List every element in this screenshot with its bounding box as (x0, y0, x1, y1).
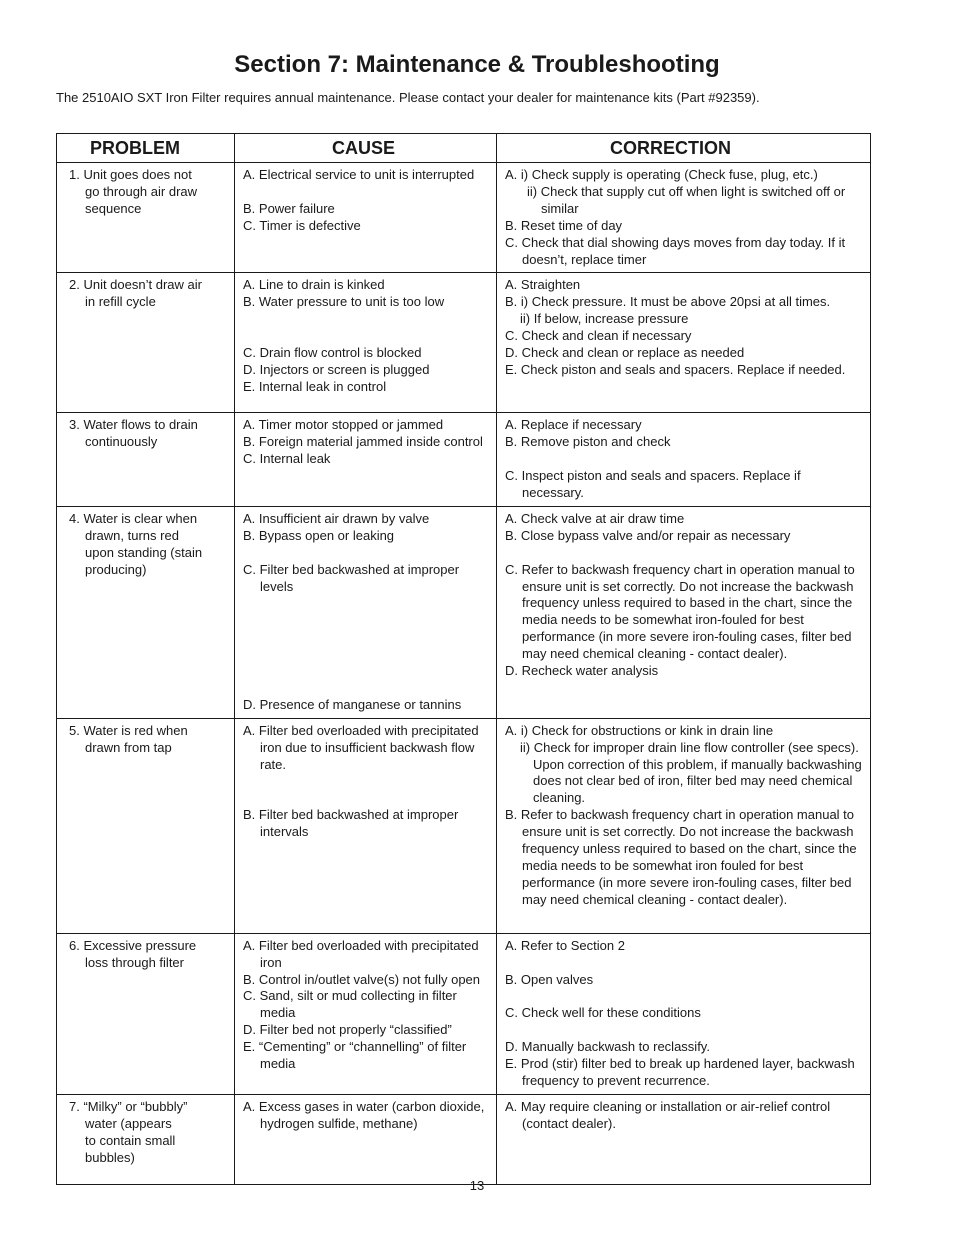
correction-line: A. Check valve at air draw time (505, 510, 685, 526)
cause-line: A. Filter bed overloaded with precipitated iron due to insufficient backwash flow rate. (243, 722, 479, 772)
correction-line: A. Replace if necessary (505, 417, 642, 433)
problem-line: 7. “Milky” or “bubbly” (69, 1098, 188, 1114)
problem-line: 1. Unit goes does not (69, 167, 192, 182)
table-row (57, 718, 871, 933)
cause-line: D. Presence of manganese or tannins (243, 696, 462, 712)
correction-line: B. Open valves (505, 971, 594, 987)
problem-line: loss through filter (85, 954, 184, 970)
correction-cell (497, 718, 871, 933)
problem-line: 2. Unit doesn’t draw air (69, 277, 202, 293)
problem-line: 4. Water is clear when (69, 510, 198, 526)
correction-line: A. Straighten (505, 277, 581, 293)
spacer (243, 311, 490, 328)
spacer (505, 988, 864, 1005)
correction-line: C. Check well for these conditions (505, 1005, 701, 1021)
problem-line: drawn, turns red (85, 527, 179, 543)
correction-line: A. Refer to Section 2 (505, 937, 625, 953)
spacer (243, 680, 490, 697)
correction-line: C. Check that dial showing days moves from day today. If it doesn’t, replace timer (505, 234, 846, 267)
table-body (57, 163, 871, 1185)
correction-line: B. Remove piston and check (505, 434, 671, 450)
correction-cell (497, 413, 871, 507)
spacer (243, 184, 490, 201)
problem-line: in refill cycle (85, 294, 156, 310)
spacer (505, 955, 864, 972)
spacer (243, 612, 490, 629)
cause-line: B. Power failure (243, 200, 335, 216)
spacer (243, 629, 490, 646)
cause-line: C. Drain flow control is blocked (243, 345, 422, 361)
problem-line: 6. Excessive pressure (69, 937, 197, 953)
problem-line: sequence (85, 200, 142, 216)
correction-line: B. Reset time of day (505, 217, 623, 233)
problem-cell (57, 506, 235, 718)
header-row (57, 134, 871, 163)
correction-line: ii) Check for improper drain line flow controller (see specs). Upon correction of this problem, if manually backwashing does not clear bed of iron, filter bed may need chemical cleaning. (520, 739, 862, 806)
correction-line: B. Close bypass valve and/or repair as necessary (505, 527, 791, 543)
cause-line: B. Water pressure to unit is too low (243, 294, 445, 310)
cause-line: C. Internal leak (243, 451, 331, 467)
header-cause: CAUSE (235, 134, 497, 163)
table-row (57, 163, 871, 273)
correction-line: C. Check and clean if necessary (505, 328, 692, 344)
cause-line: B. Foreign material jammed inside control (243, 434, 483, 450)
problem-cell (57, 933, 235, 1094)
correction-line: C. Refer to backwash frequency chart in operation manual to ensure unit is set correctly. Do not increase the backwash frequency unless required to based in the chart, since the media needs to be somewhat iron-fouled for best performance (in more severe iron-fouling cases, filter bed may need chemical cleaning - contact dealer). (505, 561, 855, 662)
table-row (57, 413, 871, 507)
problem-line: bubbles) (85, 1149, 135, 1165)
correction-line: A. May require cleaning or installation or air-relief control (contact dealer). (505, 1098, 831, 1131)
correction-line: E. Check piston and seals and spacers. Replace if needed. (505, 361, 846, 377)
cause-cell (235, 718, 497, 933)
cause-line: A. Line to drain is kinked (243, 277, 385, 293)
problem-line: producing) (85, 561, 147, 577)
problem-line: 3. Water flows to drain (69, 417, 198, 433)
problem-cell (57, 273, 235, 413)
problem-cell (57, 413, 235, 507)
problem-line: go through air draw (85, 183, 198, 199)
correction-line: B. i) Check pressure. It must be above 20psi at all times. (505, 294, 831, 310)
cause-line: C. Sand, silt or mud collecting in filter media (243, 988, 457, 1021)
cause-line: C. Timer is defective (243, 217, 361, 233)
spacer (243, 328, 490, 345)
header-problem: PROBLEM (57, 134, 235, 163)
problem-line: continuously (85, 434, 158, 450)
correction-cell (497, 163, 871, 273)
cause-line: D. Filter bed not properly “classified” (243, 1022, 452, 1038)
correction-cell (497, 1094, 871, 1184)
correction-line: ii) Check that supply cut off when light is switched off or similar (527, 183, 846, 216)
correction-line: D. Manually backwash to reclassify. (505, 1039, 710, 1055)
spacer (243, 595, 490, 612)
troubleshooting-table (56, 133, 871, 1185)
cause-line: E. Internal leak in control (243, 378, 387, 394)
cause-line: C. Filter bed backwashed at improper levels (243, 561, 460, 594)
table-row (57, 273, 871, 413)
cause-line: A. Excess gases in water (carbon dioxide, hydrogen sulfide, methane) (243, 1098, 485, 1131)
cause-cell (235, 1094, 497, 1184)
cause-cell (235, 273, 497, 413)
cause-line: A. Insufficient air drawn by valve (243, 510, 430, 526)
spacer (243, 646, 490, 663)
problem-cell (57, 718, 235, 933)
correction-cell (497, 273, 871, 413)
table-row (57, 1094, 871, 1184)
cause-cell (235, 933, 497, 1094)
spacer (243, 663, 490, 680)
cause-line: A. Timer motor stopped or jammed (243, 417, 444, 433)
spacer (505, 545, 864, 562)
correction-line: D. Check and clean or replace as needed (505, 345, 745, 361)
cause-cell (235, 163, 497, 273)
problem-line: to contain small (85, 1132, 176, 1148)
problem-cell (57, 163, 235, 273)
correction-line: A. i) Check for obstructions or kink in drain line (505, 722, 774, 738)
correction-line: ii) If below, increase pressure (520, 311, 689, 327)
cause-cell (235, 506, 497, 718)
correction-line: C. Inspect piston and seals and spacers. Replace if necessary. (505, 468, 801, 501)
cause-line: E. “Cementing” or “channelling” of filter media (243, 1039, 467, 1072)
header-correction: CORRECTION (497, 134, 871, 163)
cause-line: D. Injectors or screen is plugged (243, 361, 430, 377)
problem-line: water (appears (85, 1115, 172, 1131)
correction-cell (497, 506, 871, 718)
cause-line: B. Filter bed backwashed at improper intervals (243, 807, 459, 840)
table-row (57, 933, 871, 1094)
spacer (505, 1022, 864, 1039)
problem-line: upon standing (stain (85, 544, 203, 560)
page-title: Section 7: Maintenance & Troubleshooting (234, 51, 720, 78)
cause-line: A. Filter bed overloaded with precipitated iron (243, 937, 479, 970)
spacer (243, 790, 490, 807)
cause-line: B. Control in/outlet valve(s) not fully open (243, 971, 481, 987)
problem-line: 5. Water is red when (69, 722, 188, 738)
correction-line: B. Refer to backwash frequency chart in operation manual to ensure unit is set correctly. Do not increase the backwash frequency unless required to based on the chart, since the media needs to be somewhat iron fouled for best performance (in more severe iron-fouling cases, filter bed may need chemical cleaning - contact dealer). (505, 807, 857, 907)
cause-cell (235, 413, 497, 507)
correction-cell (497, 933, 871, 1094)
spacer (243, 545, 490, 562)
spacer (505, 451, 864, 468)
page-number: 13 (469, 1178, 485, 1193)
intro-text: The 2510AIO SXT Iron Filter requires annual maintenance. Please contact your dealer for maintenance kits (Part #92359). (56, 90, 760, 105)
problem-line: drawn from tap (85, 739, 172, 755)
cause-line: B. Bypass open or leaking (243, 527, 395, 543)
correction-line: D. Recheck water analysis (505, 663, 659, 679)
spacer (243, 773, 490, 790)
table-row (57, 506, 871, 718)
cause-line: A. Electrical service to unit is interrupted (243, 167, 475, 182)
correction-line: A. i) Check supply is operating (Check fuse, plug, etc.) (505, 167, 818, 182)
problem-cell (57, 1094, 235, 1184)
correction-line: E. Prod (stir) filter bed to break up hardened layer, backwash frequency to prevent recurrence. (505, 1056, 855, 1088)
